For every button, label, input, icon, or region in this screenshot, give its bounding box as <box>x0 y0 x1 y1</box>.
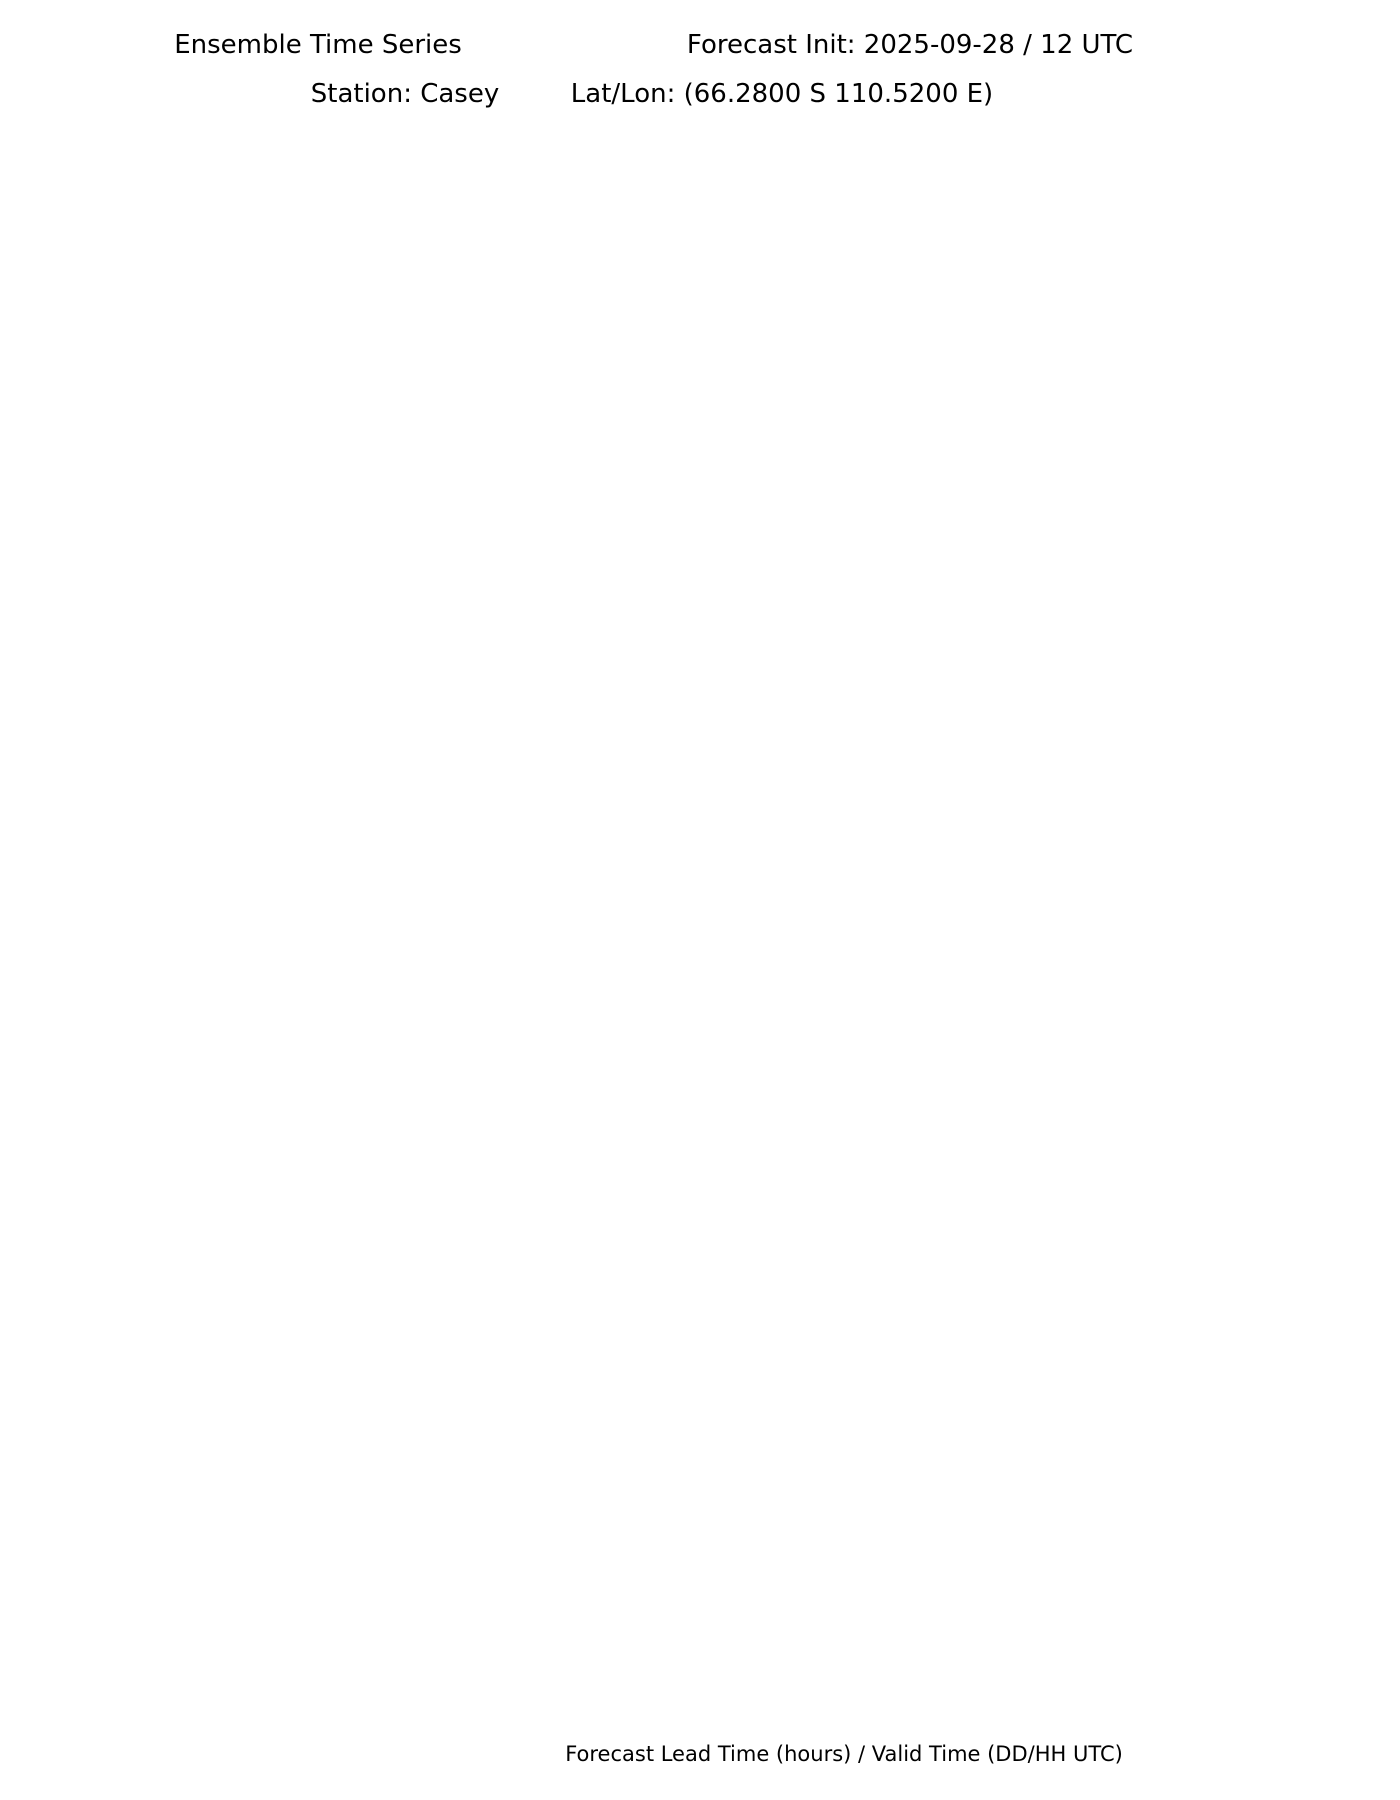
forecast-init-label: Forecast Init: 2025-09-28 / 12 UTC <box>686 30 1134 60</box>
station-label: Station: Casey <box>310 79 500 109</box>
x-axis-title: Forecast Lead Time (hours) / Valid Time (DD/HH UTC) <box>565 1742 1123 1766</box>
page-title: Ensemble Time Series <box>174 30 462 60</box>
latlon-label: Lat/Lon: (66.2800 S 110.5200 E) <box>570 79 994 109</box>
